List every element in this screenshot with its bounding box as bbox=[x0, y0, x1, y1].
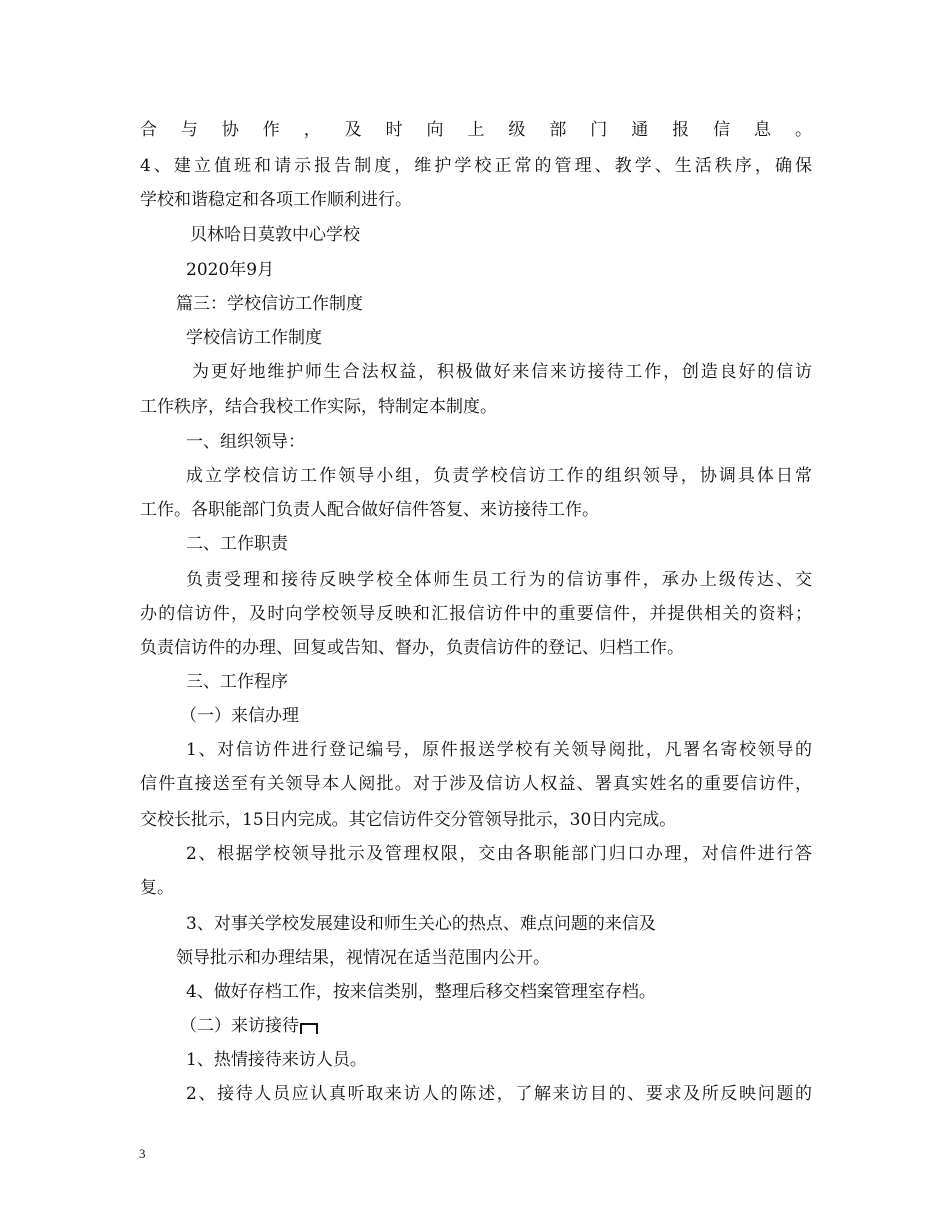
subheading-visits bbox=[180, 1014, 318, 1038]
paragraph-line: 负责信访件的办理、回复或告知、督办，负责信访件的登记、归档工作。 bbox=[140, 638, 684, 658]
page-number: 3 bbox=[139, 1146, 146, 1161]
paragraph-line: 交校长批示，15日内完成。其它信访件交分管领导批示，30日内完成。 bbox=[140, 810, 677, 830]
heading-duties: 二、工作职责 bbox=[186, 534, 288, 554]
bracket-mark-icon bbox=[300, 1023, 318, 1034]
heading-procedure: 三、工作程序 bbox=[186, 672, 288, 692]
paragraph-line: 为更好地维护师生合法权益，积极做好来信来访接待工作，创造良好的信访 bbox=[192, 362, 812, 382]
subheading-letters: （一）来信办理 bbox=[180, 706, 299, 726]
signature-date: 2020年9月 bbox=[186, 260, 275, 280]
paragraph-line: 成立学校信访工作领导小组，负责学校信访工作的组织领导，协调具体日常 bbox=[186, 466, 812, 486]
paragraph-line: 领导批示和办理结果，视情况在适当范围内公开。 bbox=[176, 948, 550, 968]
paragraph-line: 2、根据学校领导批示及管理权限，交由各职能部门归口办理，对信件进行答 bbox=[186, 844, 812, 864]
paragraph-line: 工作。各职能部门负责人配合做好信件答复、来访接待工作。 bbox=[140, 500, 599, 520]
paragraph-line: 学校和谐稳定和各项工作顺利进行。 bbox=[140, 190, 412, 210]
paragraph-line: 办的信访件，及时向学校领导反映和汇报信访件中的重要信件，并提供相关的资料； bbox=[140, 604, 812, 624]
chapter-title: 篇三：学校信访工作制度 bbox=[176, 294, 363, 314]
paragraph-line: 1、对信访件进行登记编号，原件报送学校有关领导阅批，凡署名寄校领导的 bbox=[186, 740, 812, 760]
paragraph-line: 工作秩序，结合我校工作实际，特制定本制度。 bbox=[140, 397, 497, 417]
paragraph-line: 复。 bbox=[140, 878, 174, 898]
paragraph-line: 1、热情接待来访人员。 bbox=[186, 1050, 367, 1070]
paragraph-line: 3、对事关学校发展建设和师生关心的热点、难点问题的来信及 bbox=[186, 914, 656, 934]
paragraph-line: 信件直接送至有关领导本人阅批。对于涉及信访人权益、署真实姓名的重要信访件， bbox=[140, 774, 812, 794]
paragraph-line: 2、接待人员应认真听取来访人的陈述，了解来访目的、要求及所反映问题的 bbox=[186, 1084, 812, 1104]
paragraph-line: 合与协作，及时向上级部门通报信息。 bbox=[140, 120, 812, 140]
subheading-visits-text: （二）来访接待 bbox=[180, 1016, 299, 1036]
paragraph-line: 4、做好存档工作，按来信类别，整理后移交档案管理室存档。 bbox=[186, 982, 656, 1002]
paragraph-line: 4、建立值班和请示报告制度，维护学校正常的管理、教学、生活秩序，确保 bbox=[140, 156, 812, 176]
paragraph-line: 负责受理和接待反映学校全体师生员工行为的信访事件，承办上级传达、交 bbox=[186, 570, 812, 590]
section-title: 学校信访工作制度 bbox=[186, 328, 322, 348]
heading-organization: 一、组织领导： bbox=[186, 432, 305, 452]
signature-school-name: 贝林哈日莫敦中心学校 bbox=[190, 225, 360, 245]
